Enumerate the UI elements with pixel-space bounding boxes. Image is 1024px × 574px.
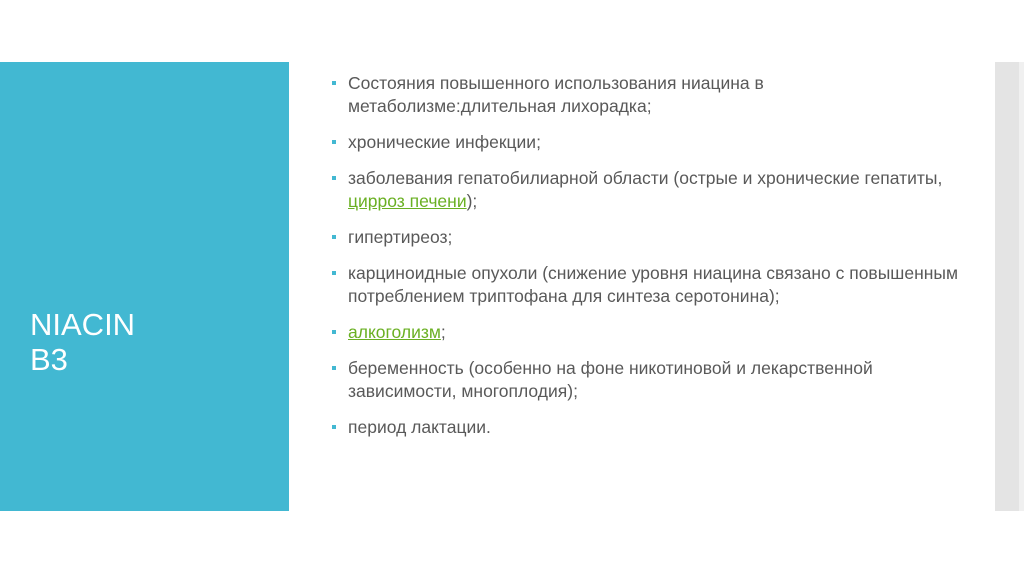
list-item-text-suffix: );	[466, 191, 478, 211]
bullet-icon	[332, 235, 336, 239]
slide-title-line-1: NIACIN	[30, 307, 136, 342]
list-item-text: беременность (особенно на фоне никотиновой и лекарственной зависимости, многоплодия);	[348, 358, 873, 401]
slide-title-line-2: B3	[30, 342, 68, 377]
list-item	[332, 357, 972, 403]
list-item-text-suffix: ;	[440, 322, 446, 342]
bullet-icon	[332, 366, 336, 370]
alcoholism-link[interactable]: алкоголизм	[348, 322, 441, 342]
bullet-icon	[332, 176, 336, 180]
list-item	[332, 131, 972, 154]
scrollbar-thumb[interactable]	[995, 62, 1019, 511]
bullet-icon	[332, 81, 336, 85]
list-item-text: Состояния повышенного использования ниацина в метаболизме:длительная лихорадка;	[348, 73, 764, 116]
bullet-icon	[332, 271, 336, 275]
bullet-icon	[332, 425, 336, 429]
title-panel	[0, 62, 289, 511]
bullet-icon	[332, 330, 336, 334]
list-item	[332, 321, 972, 344]
list-item	[332, 226, 972, 249]
scrollbar[interactable]	[995, 62, 1024, 511]
list-item	[332, 416, 972, 439]
list-item-text: период лактации.	[348, 417, 491, 437]
list-item-text: хронические инфекции;	[348, 132, 541, 152]
bullet-icon	[332, 140, 336, 144]
slide-title	[30, 307, 135, 377]
cirrhosis-link[interactable]: цирроз печени	[348, 191, 467, 211]
bullet-list	[332, 72, 972, 439]
list-item	[332, 72, 972, 118]
list-item	[332, 167, 972, 213]
list-item	[332, 262, 972, 308]
content-area	[332, 72, 972, 452]
list-item-text: гипертиреоз;	[348, 227, 453, 247]
list-item-text: заболевания гепатобилиарной области (острые и хронические гепатиты,	[348, 168, 943, 188]
list-item-text: карциноидные опухоли (снижение уровня ниацина связано с повышенным потреблением триптофана для синтеза серотонина);	[348, 263, 959, 306]
